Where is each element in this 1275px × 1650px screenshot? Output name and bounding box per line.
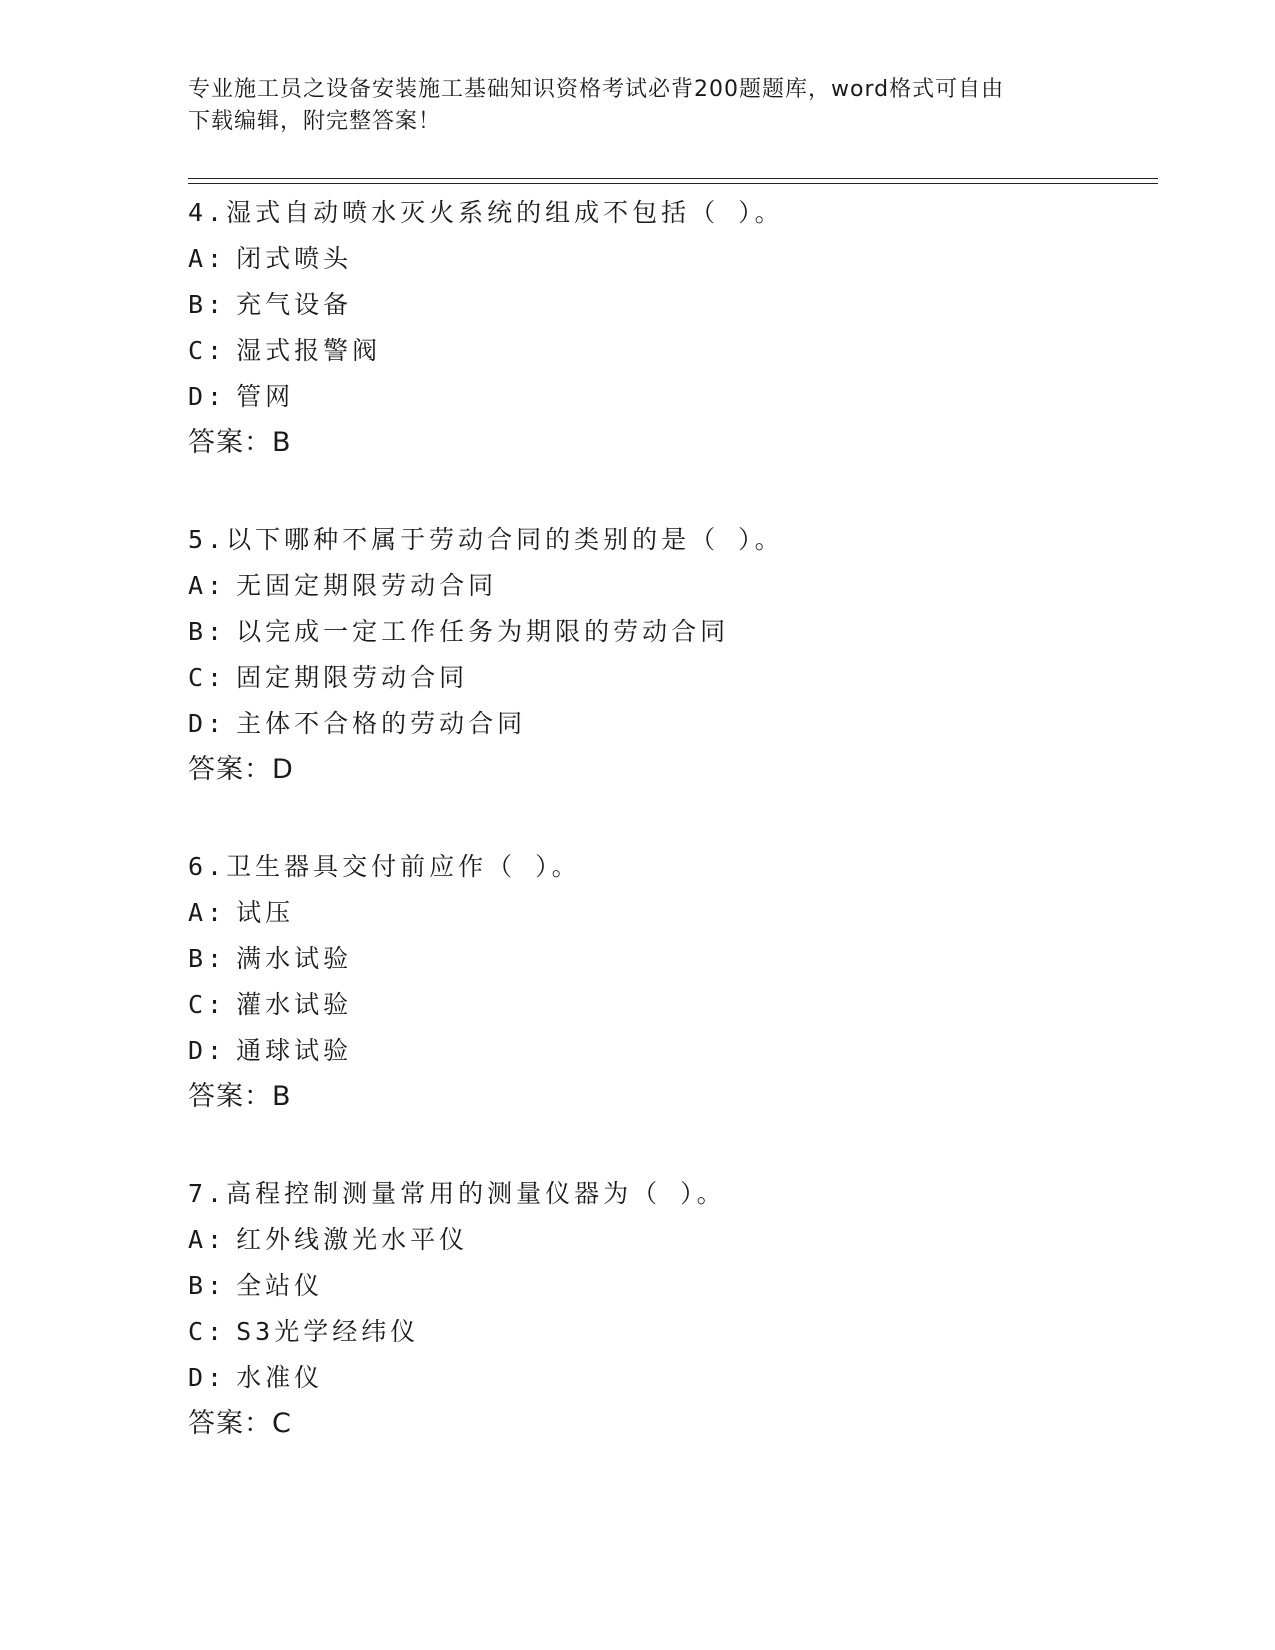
- option-b: [188, 282, 1148, 328]
- option-label: C:: [188, 1317, 227, 1346]
- option-label: B:: [188, 617, 227, 646]
- option-text: 无固定期限劳动合同: [236, 571, 498, 600]
- option-text: 红外线激光水平仪: [236, 1225, 469, 1254]
- question-stem: 7.高程控制测量常用的测量仪器为（ ）。: [188, 1179, 726, 1208]
- option-a: [188, 890, 1148, 936]
- option-label: C:: [188, 990, 227, 1019]
- option-c: [188, 328, 1148, 374]
- option-text: 水准仪: [236, 1363, 324, 1392]
- option-a: [188, 1217, 1148, 1263]
- header-divider-top: [188, 178, 1158, 179]
- option-b: [188, 1263, 1148, 1309]
- option-c: [188, 982, 1148, 1028]
- option-d: [188, 374, 1148, 420]
- option-a: [188, 236, 1148, 282]
- option-label: D:: [188, 709, 227, 738]
- option-text: 主体不合格的劳动合同: [236, 709, 527, 738]
- option-label: A:: [188, 1225, 227, 1254]
- question-7: [188, 1171, 1148, 1447]
- option-b: [188, 936, 1148, 982]
- option-label: A:: [188, 571, 227, 600]
- header-divider-bottom: [188, 183, 1158, 184]
- question-6: [188, 844, 1148, 1120]
- option-text: 闭式喷头: [236, 244, 353, 273]
- option-text: S3光学经纬仪: [236, 1317, 420, 1346]
- question-list: [188, 190, 1148, 1498]
- question-stem: 5.以下哪种不属于劳动合同的类别的是（ ）。: [188, 525, 784, 554]
- option-text: 试压: [236, 898, 295, 927]
- option-label: B:: [188, 290, 227, 319]
- header-line-1: 专业施工员之设备安装施工基础知识资格考试必背200题题库，word格式可自由: [188, 77, 1005, 102]
- question-stem: 4.湿式自动喷水灭火系统的组成不包括（ ）。: [188, 198, 784, 227]
- answer-line: 答案：C: [188, 1408, 292, 1439]
- option-b: [188, 609, 1148, 655]
- question-4: [188, 190, 1148, 466]
- header-line-2: 下载编辑，附完整答案！: [188, 109, 442, 134]
- option-text: 湿式报警阀: [236, 336, 382, 365]
- option-label: C:: [188, 663, 227, 692]
- option-text: 全站仪: [236, 1271, 324, 1300]
- option-text: 灌水试验: [236, 990, 353, 1019]
- document-header: [188, 74, 1088, 138]
- option-label: B:: [188, 1271, 227, 1300]
- question-stem: 6.卫生器具交付前应作（ ）。: [188, 852, 581, 881]
- option-text: 通球试验: [236, 1036, 353, 1065]
- option-label: D:: [188, 1363, 227, 1392]
- option-text: 管网: [236, 382, 295, 411]
- option-d: [188, 1355, 1148, 1401]
- question-5: [188, 517, 1148, 793]
- option-label: D:: [188, 1036, 227, 1065]
- option-d: [188, 1028, 1148, 1074]
- option-d: [188, 701, 1148, 747]
- option-c: [188, 655, 1148, 701]
- option-label: D:: [188, 382, 227, 411]
- option-c: [188, 1309, 1148, 1355]
- option-label: B:: [188, 944, 227, 973]
- option-label: C:: [188, 336, 227, 365]
- option-a: [188, 563, 1148, 609]
- answer-line: 答案：D: [188, 754, 294, 785]
- option-text: 固定期限劳动合同: [236, 663, 469, 692]
- option-text: 充气设备: [236, 290, 353, 319]
- option-label: A:: [188, 898, 227, 927]
- answer-line: 答案：B: [188, 1081, 292, 1112]
- option-text: 满水试验: [236, 944, 353, 973]
- option-text: 以完成一定工作任务为期限的劳动合同: [236, 617, 730, 646]
- answer-line: 答案：B: [188, 427, 292, 458]
- option-label: A:: [188, 244, 227, 273]
